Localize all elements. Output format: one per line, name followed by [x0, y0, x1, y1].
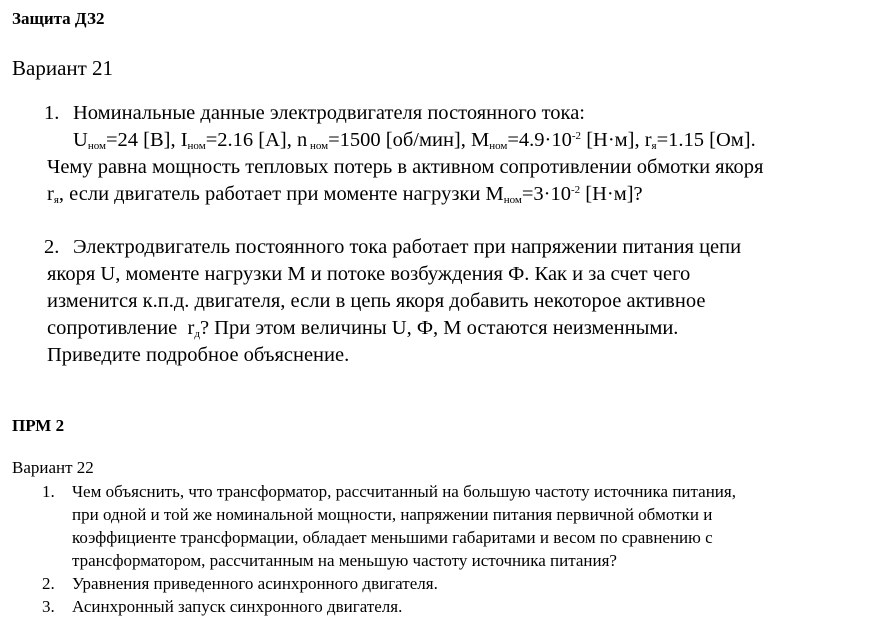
question-text-line: якоря U, моменте нагрузки M и потоке возбуждения Ф. Как и за счет чего: [47, 263, 691, 285]
variant-heading: Вариант 21: [12, 56, 114, 80]
list-item-line: Асинхронный запуск синхронного двигателя.: [72, 597, 403, 616]
question-text-line: [47, 183, 643, 206]
question-text-line: [47, 317, 678, 340]
u-symbol: U: [73, 129, 88, 151]
n-symbol: n: [296, 129, 308, 151]
list-item-number: 1.: [42, 482, 55, 501]
list-item-number: 2.: [42, 574, 55, 593]
i-value: =2.16 [А],: [205, 129, 297, 151]
question-number: 2.: [44, 236, 60, 258]
parameters-line: [73, 129, 756, 152]
r-symbol: r: [47, 183, 54, 205]
i-subscript: ном: [187, 140, 206, 152]
m-subscript: ном: [489, 140, 508, 152]
question-text-line: Электродвигатель постоянного тока работает при напряжении питания цепи: [73, 236, 742, 258]
question-title: Номинальные данные электродвигателя постоянного тока:: [73, 102, 585, 124]
section-title: ПРМ 2: [12, 416, 65, 435]
list-item-line: Чем объяснить, что трансформатор, рассчитанный на большую частоту источника питания,: [72, 482, 736, 501]
variant-heading: Вариант 22: [12, 458, 94, 477]
line-text: сопротивление r: [47, 317, 195, 339]
m-value: =4.9·10: [507, 129, 572, 151]
m-unit: [Н·м],: [581, 129, 645, 151]
m-subscript: ном: [503, 194, 522, 206]
r-subscript: я: [53, 194, 59, 206]
question-text-line: Приведите подробное объяснение.: [47, 344, 350, 366]
m-exponent: -2: [571, 130, 582, 142]
list-item-line: коэффициенте трансформации, обладает меньшими габаритами и весом по сравнению с: [72, 528, 713, 547]
r-value: =1.15 [Ом].: [656, 129, 756, 151]
u-subscript: ном: [87, 140, 106, 152]
list-item-line: Уравнения приведенного асинхронного двигателя.: [72, 574, 438, 593]
question-text-line: Чему равна мощность тепловых потерь в активном сопротивлении обмотки якоря: [47, 156, 764, 178]
m-symbol: M: [485, 183, 504, 205]
i-symbol: I: [180, 129, 188, 151]
m-exponent: -2: [571, 184, 581, 196]
m-symbol: M: [471, 129, 490, 151]
r-subscript: я: [651, 140, 657, 152]
question-number: 1.: [44, 102, 60, 124]
section-title: Защита ДЗ2: [12, 9, 105, 28]
question-text-line: изменится к.п.д. двигателя, если в цепь якоря добавить некоторое активное: [47, 290, 706, 312]
line-text: ? При этом величины U, Ф, M остаются неизменными.: [199, 317, 679, 339]
list-item-line: трансформатором, рассчитанным на меньшую частоту источника питания?: [72, 551, 617, 570]
line-text: , если двигатель работает при моменте нагрузки: [58, 183, 486, 205]
n-value: =1500 [об/мин],: [328, 129, 471, 151]
m-unit: [Н·м]?: [580, 183, 643, 205]
n-subscript: ном: [307, 140, 329, 152]
list-item-line: при одной и той же номинальной мощности, напряжении питания первичной обмотки и: [72, 505, 713, 524]
r-symbol: r: [644, 129, 652, 151]
m-value: =3·10: [521, 183, 571, 205]
r-subscript: д: [194, 328, 200, 340]
u-value: =24 [В],: [105, 129, 181, 151]
list-item-number: 3.: [42, 597, 55, 616]
